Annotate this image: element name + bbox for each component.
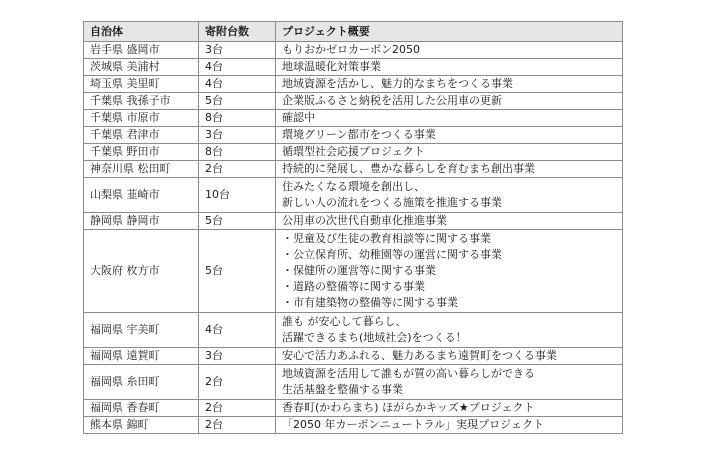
- table-body: [84, 42, 623, 434]
- overview-line: ・児童及び生徒の教育相談等に関する事業: [282, 232, 491, 245]
- cell-overview: [276, 400, 623, 417]
- overview-line: 循環型社会応援プロジェクト: [282, 145, 425, 158]
- cell-municipality: 熊本県 錦町: [84, 417, 199, 434]
- cell-municipality: 山梨県 韮崎市: [84, 178, 199, 213]
- donation-table: [83, 21, 623, 434]
- cell-count: 5台: [199, 93, 276, 110]
- overview-line: 「2050 年カーボンニュートラル」実現プロジェクト: [282, 418, 544, 431]
- cell-municipality: 千葉県 君津市: [84, 127, 199, 144]
- overview-line: 地域資源を活かし、魅力的なまちをつくる事業: [282, 77, 513, 90]
- table-row: [84, 42, 623, 59]
- header-municipality: 自治体: [84, 22, 199, 42]
- cell-municipality: 福岡県 宇美町: [84, 313, 199, 348]
- table-row: [84, 76, 623, 93]
- table-header-row: [84, 22, 623, 42]
- cell-count: 5台: [199, 213, 276, 230]
- cell-overview: [276, 59, 623, 76]
- cell-count: 8台: [199, 144, 276, 161]
- cell-overview: [276, 365, 623, 400]
- overview-line: ・道路の整備等に関する事業: [282, 280, 425, 293]
- table-row: [84, 365, 623, 400]
- cell-overview: [276, 230, 623, 313]
- cell-overview: [276, 76, 623, 93]
- cell-overview: [276, 144, 623, 161]
- donation-table-container: [83, 21, 623, 434]
- cell-overview: [276, 313, 623, 348]
- cell-overview: [276, 213, 623, 230]
- cell-overview: [276, 127, 623, 144]
- overview-line: ・保健所の運営等に関する事業: [282, 264, 436, 277]
- cell-overview: [276, 42, 623, 59]
- overview-line: 確認中: [282, 111, 315, 124]
- cell-count: 8台: [199, 110, 276, 127]
- cell-municipality: 福岡県 香春町: [84, 400, 199, 417]
- overview-line: 住みたくなる環境を創出し、: [282, 180, 425, 193]
- cell-municipality: 静岡県 静岡市: [84, 213, 199, 230]
- overview-line: 生活基盤を整備する事業: [282, 383, 403, 396]
- cell-count: 4台: [199, 59, 276, 76]
- table-row: [84, 313, 623, 348]
- cell-municipality: 千葉県 野田市: [84, 144, 199, 161]
- table-row: [84, 400, 623, 417]
- cell-count: 3台: [199, 348, 276, 365]
- cell-count: 5台: [199, 230, 276, 313]
- cell-overview: [276, 178, 623, 213]
- table-row: [84, 93, 623, 110]
- table-row: [84, 161, 623, 178]
- cell-count: 2台: [199, 365, 276, 400]
- overview-line: 地球温暖化対策事業: [282, 60, 381, 73]
- cell-overview: [276, 110, 623, 127]
- cell-overview: [276, 93, 623, 110]
- cell-municipality: 福岡県 糸田町: [84, 365, 199, 400]
- overview-line: 香春町(かわらまち) ほがらかキッズ★プロジェクト: [282, 401, 535, 414]
- cell-count: 10台: [199, 178, 276, 213]
- table-row: [84, 178, 623, 213]
- cell-municipality: 大阪府 枚方市: [84, 230, 199, 313]
- cell-overview: [276, 161, 623, 178]
- overview-line: 企業版ふるさと納税を活用した公用車の更新: [282, 94, 502, 107]
- table-row: [84, 213, 623, 230]
- cell-count: 4台: [199, 313, 276, 348]
- table-row: [84, 127, 623, 144]
- overview-line: 持続的に発展し、豊かな暮らしを育むまち創出事業: [282, 162, 535, 175]
- header-count: 寄附台数: [199, 22, 276, 42]
- cell-municipality: 茨城県 美浦村: [84, 59, 199, 76]
- cell-count: 3台: [199, 127, 276, 144]
- cell-municipality: 岩手県 盛岡市: [84, 42, 199, 59]
- overview-line: ・公立保育所、幼稚園等の運営に関する事業: [282, 248, 502, 261]
- cell-count: 2台: [199, 161, 276, 178]
- table-row: [84, 417, 623, 434]
- cell-municipality: 千葉県 我孫子市: [84, 93, 199, 110]
- cell-municipality: 千葉県 市原市: [84, 110, 199, 127]
- overview-line: 誰も が安心して暮らし、: [282, 315, 407, 328]
- overview-line: 環境グリーン都市をつくる事業: [282, 128, 436, 141]
- overview-line: 活躍できるまち(地域社会)をつくる！: [282, 331, 467, 344]
- cell-count: 2台: [199, 417, 276, 434]
- cell-municipality: 埼玉県 美里町: [84, 76, 199, 93]
- cell-count: 3台: [199, 42, 276, 59]
- cell-municipality: 福岡県 遠賀町: [84, 348, 199, 365]
- table-row: [84, 230, 623, 313]
- header-overview: プロジェクト概要: [276, 22, 623, 42]
- table-row: [84, 110, 623, 127]
- overview-line: 安心で活力あふれる、魅力あるまち遠賀町をつくる事業: [282, 349, 557, 362]
- overview-line: 地域資源を活用して誰もが質の高い暮らしができる: [282, 367, 535, 380]
- overview-line: もりおかゼロカーボン2050: [282, 43, 420, 56]
- table-row: [84, 144, 623, 161]
- cell-count: 4台: [199, 76, 276, 93]
- cell-overview: [276, 417, 623, 434]
- overview-line: 公用車の次世代自動車化推進事業: [282, 214, 447, 227]
- cell-count: 2台: [199, 400, 276, 417]
- overview-line: ・市有建築物の整備等に関する事業: [282, 296, 458, 309]
- table-row: [84, 348, 623, 365]
- overview-line: 新しい人の流れをつくる施策を推進する事業: [282, 196, 502, 209]
- cell-municipality: 神奈川県 松田町: [84, 161, 199, 178]
- table-row: [84, 59, 623, 76]
- cell-overview: [276, 348, 623, 365]
